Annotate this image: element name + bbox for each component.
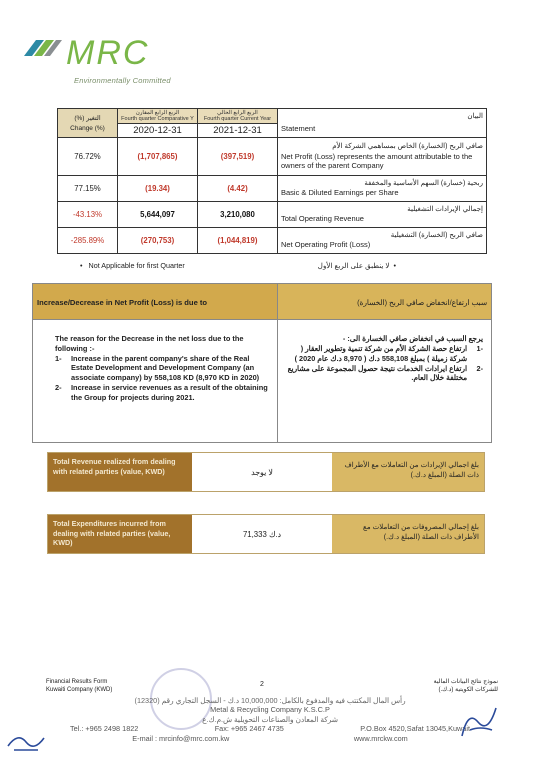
related-revenue-label-ar: بلغ اجمالي الإيرادات من التعاملات مع الأطراف ذات الصلة (المبلغ د.ك.): [332, 453, 484, 491]
row-label-en: Net Operating Profit (Loss): [281, 240, 371, 250]
curr-quarter-header-ar: الربع الرابع الحالي: [217, 110, 258, 116]
item-text: Increase in the parent company's share of the Real Estate Development and Development Company (an associate company) by 558,108 KD (8,970 KD in 2020): [71, 353, 260, 383]
related-expenditure-value: 71,333 د.ك: [192, 515, 332, 553]
item-text: ارتفاع حصة الشركة الأم من شركة تنمية وتطوير العقار ( شركة زميلة ) بمبلغ 558,108 د.ك ( 8,970 د.ك عام 2020 ): [294, 343, 467, 363]
reason-intro-ar: يرجع السبب في انخفاض صافي الخسارة الى: -: [342, 334, 483, 343]
change-header-en: Change (%): [70, 125, 105, 133]
change-header: [58, 109, 118, 138]
form-name-ar: [392, 678, 498, 695]
side-print-note: [518, 530, 525, 745]
change-value: 76.72%: [58, 138, 118, 176]
related-revenue-box: [47, 452, 485, 492]
change-value: -43.13%: [58, 202, 118, 228]
curr-quarter-header-en: Fourth quarter Current Year: [203, 116, 272, 123]
prev-quarter-header-ar: الربع الرابع المقارن: [135, 110, 180, 116]
list-item: [284, 344, 483, 364]
change-header-ar: التغير (%): [74, 115, 101, 123]
prev-value: (1,707,865): [118, 138, 198, 176]
row-label-ar: صافي الربح (الخسارة) الخاص بمساهمي الشركة الأم: [332, 143, 483, 151]
results-table: [57, 108, 487, 254]
curr-value: (4.42): [198, 176, 278, 202]
tel: Tel.: +965 2498 1822: [70, 724, 139, 734]
company-name-ar: شركة المعادن والصناعات التحويلية ش.م.ك.ع: [202, 714, 338, 724]
related-expenditure-label-ar: بلغ إجمالي المصروفات من التعاملات مع الأطراف ذات الصلة (المبلغ د.ك.): [332, 515, 484, 553]
company-address-block: [70, 696, 470, 743]
signature-left-icon: [4, 728, 48, 756]
list-item: [55, 354, 273, 383]
prev-quarter-header: [118, 109, 198, 124]
note-ar: • لا ينطبق على الربع الأول: [317, 261, 396, 270]
svg-text:MRC: MRC: [66, 34, 150, 72]
item-number: 2-: [55, 382, 62, 392]
reason-body: [33, 320, 491, 442]
curr-value: (397,519): [198, 138, 278, 176]
curr-quarter-header: [198, 109, 278, 124]
reason-body-en: [33, 320, 277, 442]
related-revenue-label-en: Total Revenue realized from dealing with related parties (value, KWD): [48, 453, 192, 491]
prev-value: 5,644,097: [118, 202, 198, 228]
prev-value: (19.34): [118, 176, 198, 202]
company-name-en: Metal & Recycling Company K.S.C.P: [210, 705, 330, 715]
signature-right-icon: [456, 700, 502, 744]
row-label: [278, 176, 487, 202]
reason-list-ar: [284, 344, 483, 383]
row-label-ar: إجمالي الإيرادات التشغيلية: [407, 205, 483, 213]
prev-date: 2020-12-31: [118, 124, 198, 138]
related-expenditure-label-en: Total Expenditures incurred from dealing with related parties (value, KWD): [48, 515, 192, 553]
list-item: [284, 364, 483, 384]
curr-date: 2021-12-31: [198, 124, 278, 138]
mrc-logo-icon: [22, 34, 192, 78]
prev-value: (270,753): [118, 228, 198, 254]
item-text: Increase in service revenues as a result of the obtaining the Group for projects during 2021.: [71, 382, 268, 402]
row-label-en: Total Operating Revenue: [281, 214, 364, 224]
curr-value: (1,044,819): [198, 228, 278, 254]
related-expenditure-box: [47, 514, 485, 554]
statement-header-ar: البيان: [467, 113, 483, 121]
capital-ar: رأس المال المكتتب فيه والمدفوع بالكامل: 10,000,000 د.ك - السجل التجاري رقم (12320): [134, 696, 406, 705]
statement-header-en: Statement: [281, 123, 316, 133]
reason-list-en: [55, 354, 273, 403]
email: E-mail : mrcinfo@mrc.com.kw: [132, 733, 230, 743]
row-label-ar: صافي الربح (الخسارة) التشغيلية: [390, 231, 483, 239]
change-value: 77.15%: [58, 176, 118, 202]
list-item: [55, 383, 273, 403]
form-name-en: [46, 678, 112, 695]
note-ar-text: لا ينطبق على الربع الأول: [317, 261, 390, 270]
note-en: • Not Applicable for first Quarter: [80, 261, 185, 270]
row-label: [278, 138, 487, 176]
row-label-en: Net Profit (Loss) represents the amount attributable to the owners of the parent Company: [281, 151, 473, 170]
contact-row: [70, 724, 470, 733]
prev-quarter-header-en: Fourth quarter Comparative Y: [121, 116, 194, 123]
reason-body-ar: [277, 320, 491, 442]
fax: Fax: +965 2467 4735: [214, 724, 284, 734]
curr-value: 3,210,080: [198, 202, 278, 228]
contact-row-2: [70, 734, 470, 743]
related-revenue-value: لا يوجد: [192, 453, 332, 491]
po-box: P.O.Box 4520,Safat 13045,Kuwait: [360, 724, 470, 734]
item-number: 1-: [55, 353, 62, 363]
note-en-text: Not Applicable for first Quarter: [88, 261, 185, 270]
item-number: -2: [476, 363, 483, 373]
row-label-en: Basic & Diluted Earnings per Share: [281, 188, 399, 198]
website: www.mrckw.com: [353, 733, 408, 743]
item-number: -1: [476, 343, 483, 353]
change-value: -285.89%: [58, 228, 118, 254]
reason-header: [33, 284, 491, 320]
form-name-ar-line1: نموذج نتائج البيانات المالية: [433, 679, 498, 685]
statement-header: [278, 109, 487, 138]
page-number: 2: [260, 681, 264, 688]
row-label-ar: ربحية (خسارة) السهم الأساسية والمخففة: [364, 179, 483, 187]
form-name-en-line2: Kuwaiti Company (KWD): [46, 687, 113, 694]
reason-header-ar: سبب ارتفاع/انخفاض صافي الربح (الخسارة): [277, 284, 491, 319]
row-label: [278, 202, 487, 228]
reason-box: [32, 283, 492, 443]
form-name-en-line1: Financial Results Form: [46, 679, 108, 685]
logo-tagline: Environmentally Committed: [74, 76, 171, 85]
reason-header-en: Increase/Decrease in Net Profit (Loss) is due to: [33, 284, 277, 319]
row-label: [278, 228, 487, 254]
reason-intro-en: The reason for the Decrease in the net loss due to the following :-: [55, 334, 244, 353]
item-text: ارتفاع ايرادات الخدمات نتيجة حصول المجموعة على مشاريع مختلفة خلال العام.: [287, 363, 467, 383]
form-name-ar-line2: للشركات الكويتية (د.ك.): [438, 687, 498, 694]
